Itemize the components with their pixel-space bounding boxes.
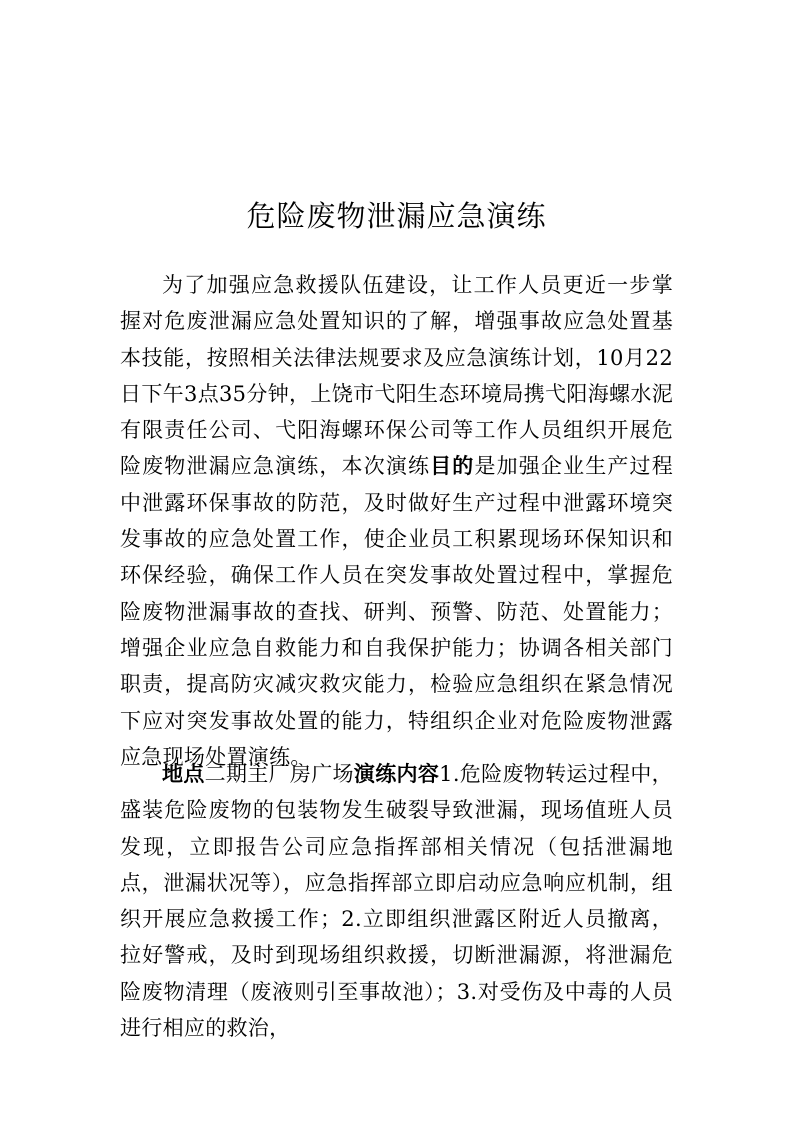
body-paragraph-location-content xyxy=(120,756,673,1046)
drill-content-label: 演练内容 xyxy=(353,762,440,786)
purpose-label: 目的 xyxy=(430,454,475,479)
location-label: 地点 xyxy=(162,762,205,786)
paragraph-text: 为了加强应急救援队伍建设，让工作人员更近一步掌握对危废泄漏应急处置知识的了解，增强事故应急处置基本技能，按照相关法律法规要求及应急演练计划，10月22日下午3点35分钟，上饶市弋阳生态环境局携弋阳海螺水泥有限责任公司、弋阳海螺环保公司等工作人员组织开展危险废物泄漏应急演练，本次演练 xyxy=(120,273,673,479)
paragraph-text: 是加强企业生产过程中泄露环保事故的防范，及时做好生产过程中泄露环境突发事故的应急处置工作，使企业员工积累现场环保知识和环保经验，确保工作人员在突发事故处置过程中，掌握危险废物泄漏事故的查找、研判、预警、防范、处置能力；增强企业应急自救能力和自我保护能力；协调各相关部门职责，提高防灾减灾救灾能力，检验应急组织在紧急情况下应对突发事故处置的能力，特组织企业对危险废物泄露应急现场处置演练。 xyxy=(120,454,673,769)
body-paragraph-purpose xyxy=(120,267,673,775)
location-text: 二期主厂房广场 xyxy=(204,762,354,786)
document-title: 危险废物泄漏应急演练 xyxy=(246,199,547,233)
drill-content-text: 1.危险废物转运过程中，盛装危险废物的包装物发生破裂导致泄漏，现场值班人员发现，立即报告公司应急指挥部相关情况（包括泄漏地点，泄漏状况等），应急指挥部立即启动应急响应机制，组织开展应急救援工作；2.立即组织泄露区附近人员撤离，拉好警戒，及时到现场组织救援，切断泄漏源，将泄漏危险废物清理（废液则引至事故池）；3.对受伤及中毒的人员进行相应的救治， xyxy=(120,762,673,1041)
